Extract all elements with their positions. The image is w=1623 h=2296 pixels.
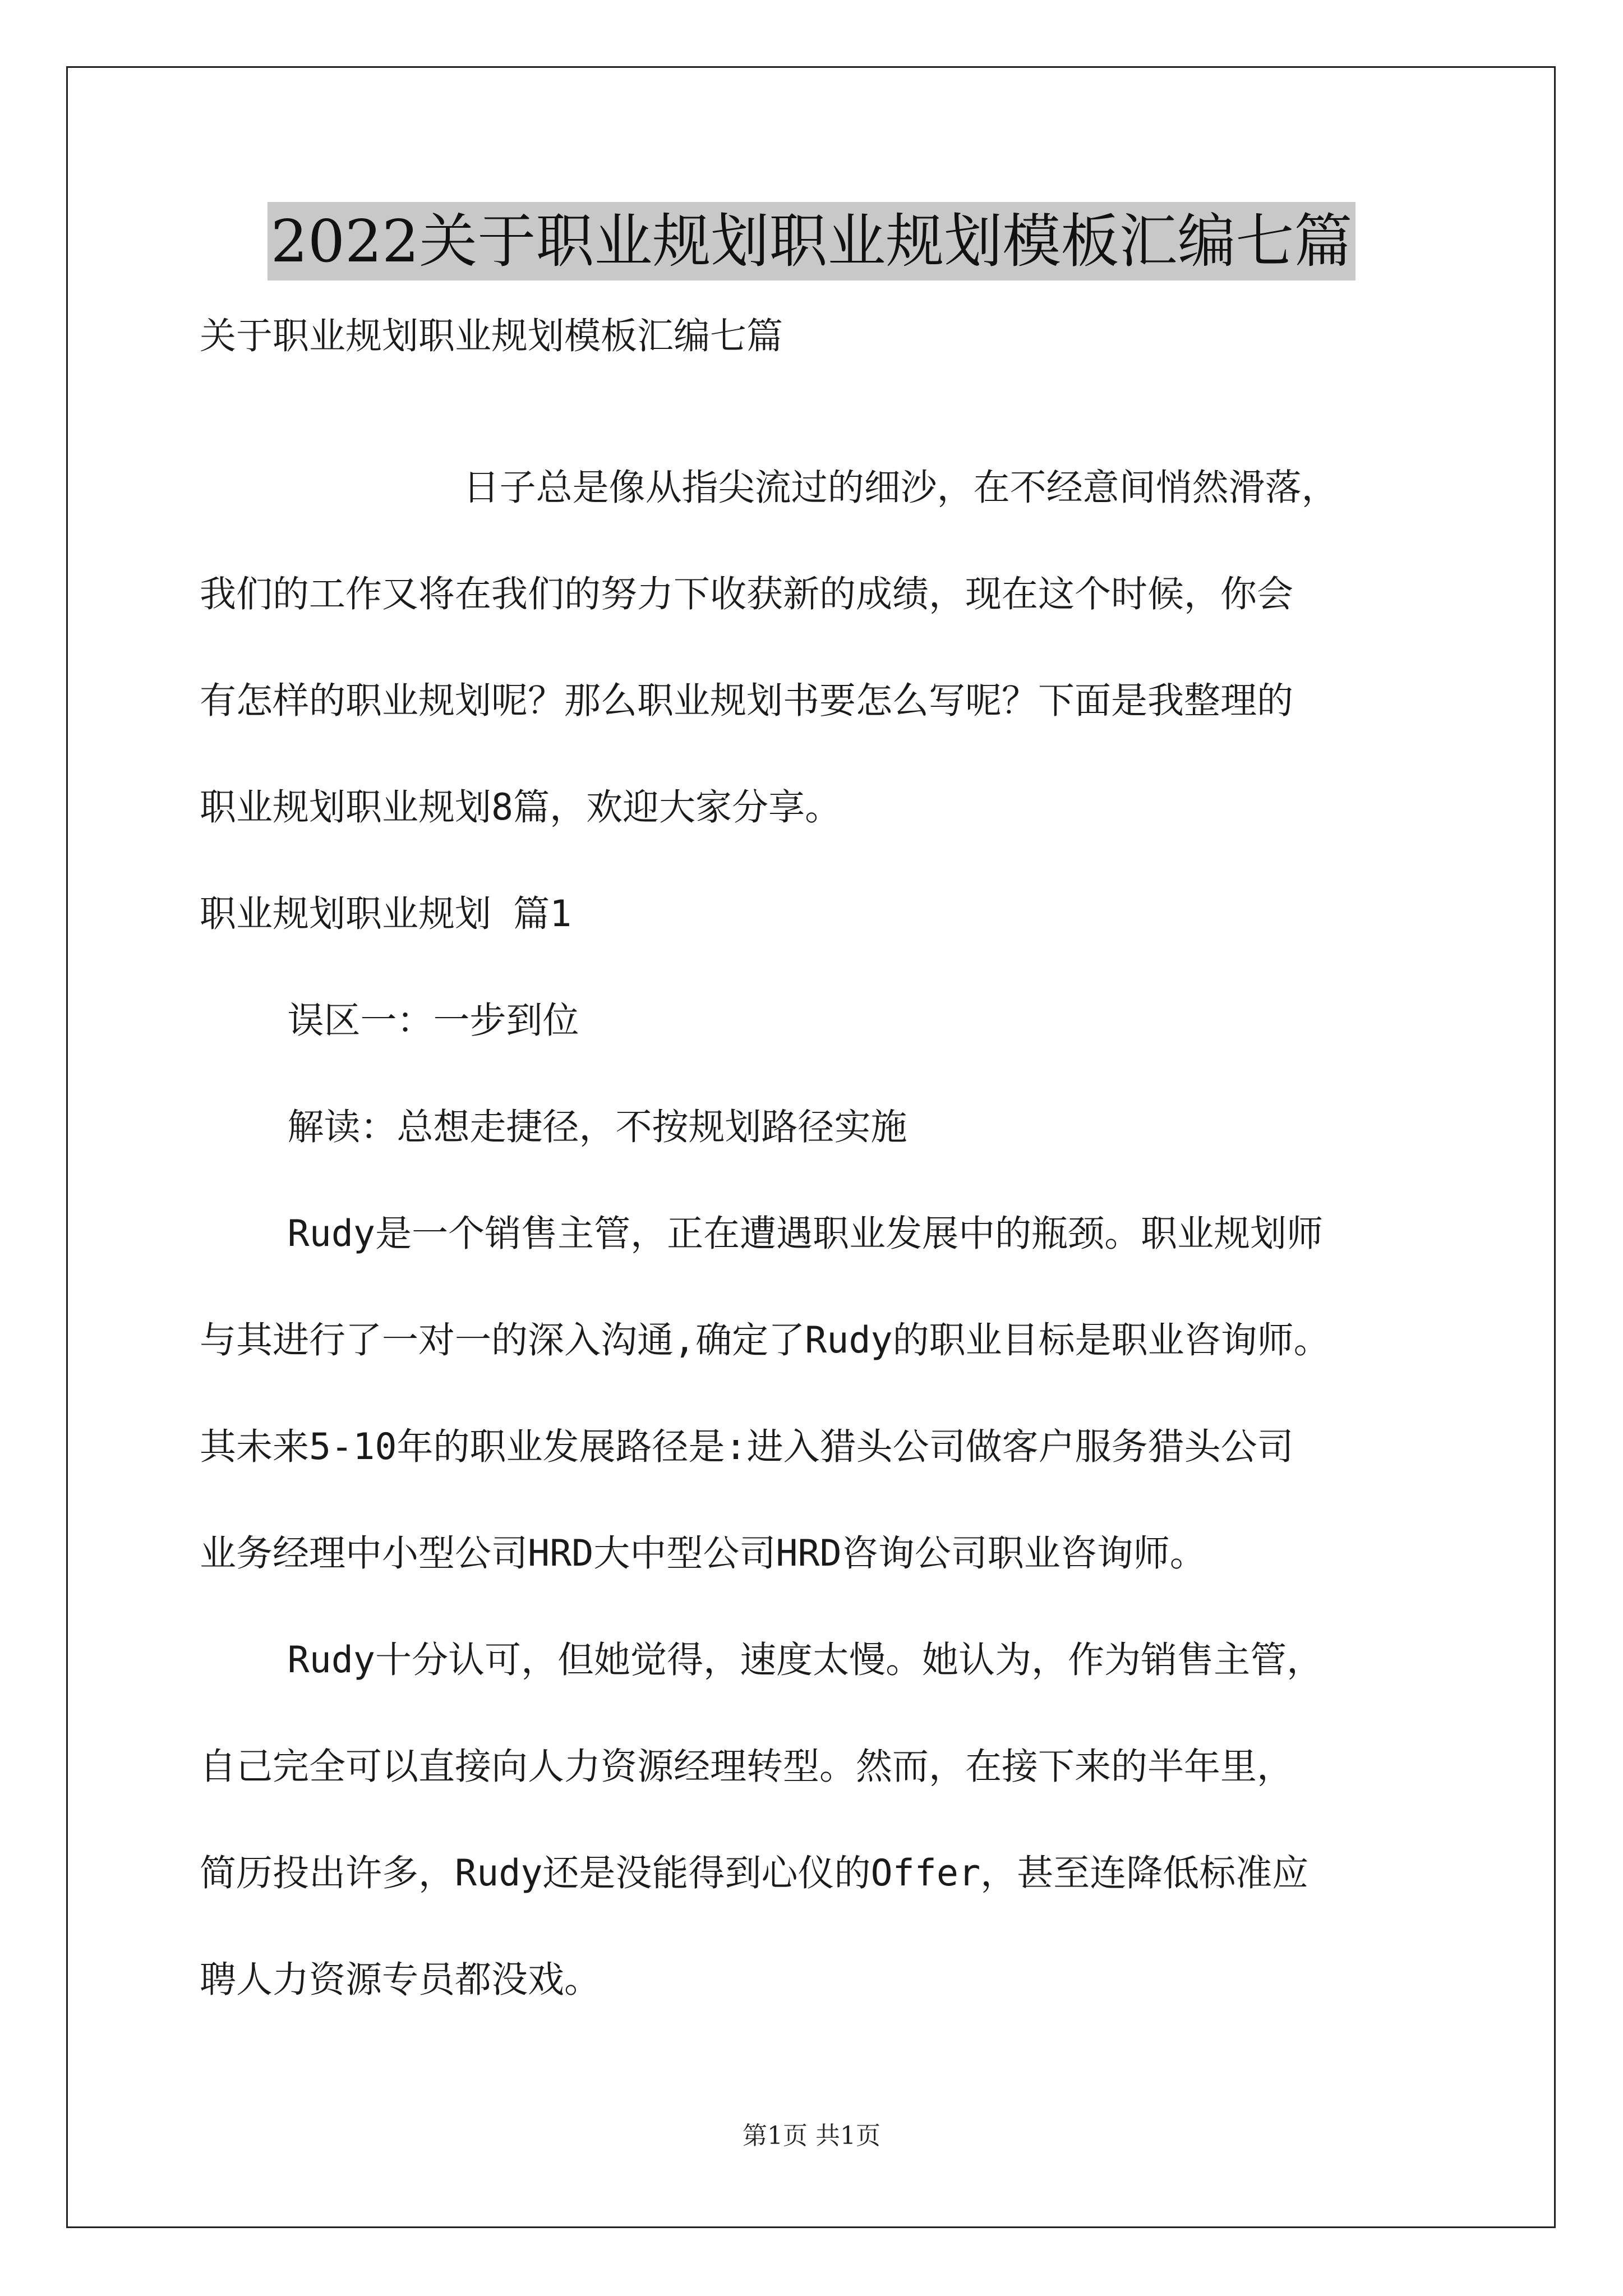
paragraph-line: 有怎样的职业规划呢？那么职业规划书要怎么写呢？下面是我整理的 xyxy=(200,680,1294,722)
paragraph-line: 误区一：一步到位 xyxy=(200,1000,579,1042)
paragraph-line: 其未来5-10年的职业发展路径是:进入猎头公司做客户服务猎头公司 xyxy=(200,1426,1294,1468)
paragraph-line: 我们的工作又将在我们的努力下收获新的成绩，现在这个时候，你会 xyxy=(200,573,1294,615)
paragraph-line: 自己完全可以直接向人力资源经理转型。然而，在接下来的半年里， xyxy=(200,1746,1294,1788)
paragraph-line: Rudy是一个销售主管，正在遭遇职业发展中的瓶颈。职业规划师 xyxy=(200,1213,1324,1255)
paragraph-line: 聘人力资源专员都没戏。 xyxy=(200,1959,601,2001)
paragraph-line: Rudy十分认可，但她觉得，速度太慢。她认为，作为销售主管， xyxy=(200,1639,1324,1681)
paragraph-line: 日子总是像从指尖流过的细沙，在不经意间悄然滑落， xyxy=(200,467,1338,509)
paragraph-line: 业务经理中小型公司HRD大中型公司HRD咨询公司职业咨询师。 xyxy=(200,1533,1206,1575)
section-heading: 职业规划职业规划 篇1 xyxy=(200,893,572,935)
title-container xyxy=(0,202,1623,280)
paragraph-line: 简历投出许多，Rudy还是没能得到心仪的Offer，甚至连降低标准应 xyxy=(200,1852,1309,1894)
paragraph-line: 解读：总想走捷径，不按规划路径实施 xyxy=(200,1106,907,1148)
document-title: 2022关于职业规划职业规划模板汇编七篇 xyxy=(268,202,1356,280)
page-footer: 第1页 共1页 xyxy=(743,2122,880,2150)
paragraph-line: 与其进行了一对一的深入沟通,确定了Rudy的职业目标是职业咨询师。 xyxy=(200,1319,1330,1361)
paragraph-line: 职业规划职业规划8篇，欢迎大家分享。 xyxy=(200,786,842,829)
paragraph-line: 关于职业规划职业规划模板汇编七篇 xyxy=(200,315,783,357)
